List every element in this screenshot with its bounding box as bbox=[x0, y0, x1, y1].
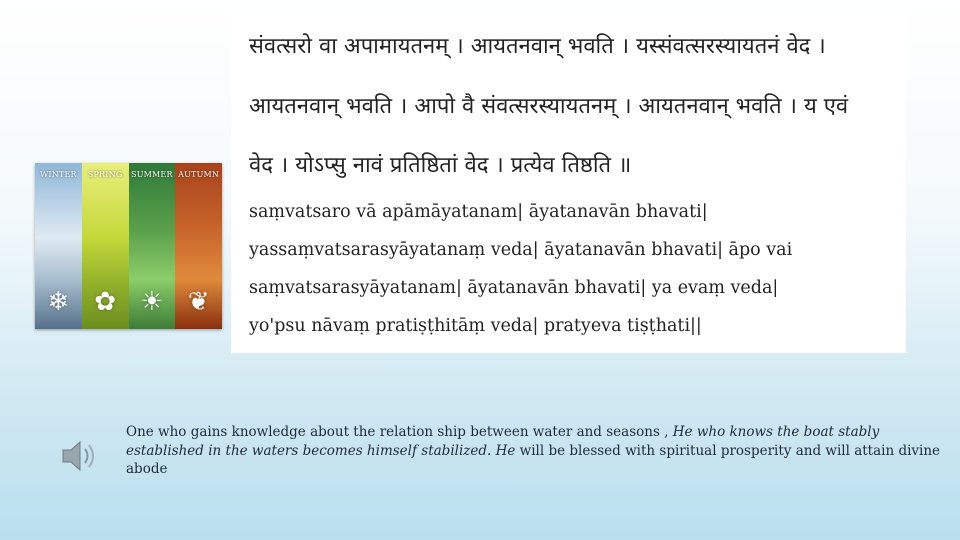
devanagari-line-1: संवत्सरो वा अपामायतनम् । आयतनवान् भवति । यस्संवत्सरस्यायतनं वेद । bbox=[249, 34, 826, 59]
season-label: WINTER bbox=[39, 170, 77, 179]
caption-part-1: One who gains knowledge about the relation ship between water and seasons , bbox=[126, 424, 669, 440]
transliteration-line-4: yo'psu nāvaṃ pratiṣṭhitāṃ veda| pratyeva tiṣṭhati|| bbox=[249, 316, 702, 336]
speaker-icon[interactable] bbox=[60, 434, 100, 478]
season-label: AUTUMN bbox=[178, 170, 220, 179]
season-label: SUMMER bbox=[131, 170, 173, 179]
devanagari-line-2: आयतनवान् भवति । आपो वै संवत्सरस्यायतनम् । आयतनवान् भवति । य एवं bbox=[249, 94, 849, 119]
transliteration-line-1: saṃvatsaro vā apāmāyatanam| āyatanavān bhavati| bbox=[249, 202, 708, 222]
snowflake-icon: ❄ bbox=[47, 287, 70, 317]
season-label: SPRING bbox=[87, 170, 123, 179]
caption-part-2: He who knows the boat stably established in the waters becomes himself stabilized. He bbox=[126, 424, 880, 459]
season-summer bbox=[129, 163, 176, 329]
caption-part-3: will be blessed with spiritual prosperity and will attain divine abode bbox=[126, 442, 941, 477]
flower-icon: ✿ bbox=[94, 287, 117, 317]
seasons-image bbox=[35, 163, 222, 329]
leaf-icon: ❦ bbox=[187, 287, 210, 317]
transliteration-line-3: saṃvatsarasyāyatanam| āyatanavān bhavati| ya evaṃ veda| bbox=[249, 278, 779, 298]
devanagari-line-3: वेद । योऽप्सु नावं प्रतिष्ठितां वेद । प्रत्येव तिष्ठति ॥ bbox=[249, 153, 632, 178]
transliteration-line-2: yassaṃvatsarasyāyatanaṃ veda| āyatanavān bhavati| āpo vai bbox=[249, 240, 793, 260]
season-spring bbox=[82, 163, 129, 329]
caption-text bbox=[126, 423, 952, 479]
season-autumn bbox=[175, 163, 222, 329]
season-winter bbox=[35, 163, 82, 329]
sun-icon: ☀ bbox=[140, 287, 164, 317]
sanskrit-text-panel bbox=[231, 12, 906, 353]
